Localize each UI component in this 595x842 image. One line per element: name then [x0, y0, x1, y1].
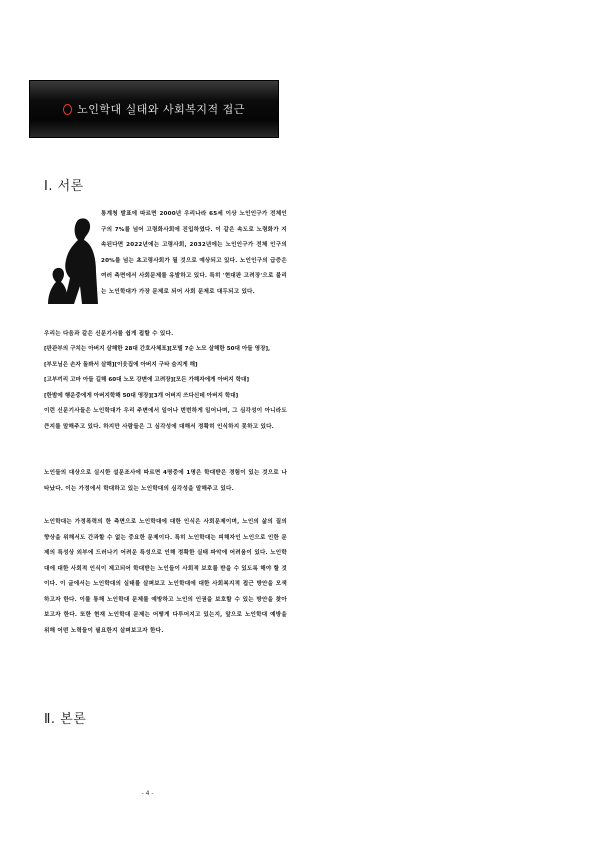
- silhouette-illustration: [44, 212, 100, 308]
- intro-paragraph-2: 이런 신문기사들은 노인학대가 우리 주변에서 일어나 번번하게 일어나며, 그 심각성이 아니라도 큰지를 말해주고 있다. 하지만 사람들은 그 심각성에 대해서 정확히 인식하지 못하고 있다.: [44, 408, 287, 430]
- section-heading-intro: Ⅰ. 서론: [44, 179, 84, 194]
- title-banner: [30, 81, 278, 137]
- circle-bullet-icon: [63, 104, 72, 115]
- intro-paragraph-1: 통계청 발표에 따르면 2000년 우리나라 65세 이상 노인인구가 전체인구의 7%를 넘어 고령화사회에 진입하였다. 이 같은 속도로 노령화가 지속된다면 2022년에는 고령사회, 2032년에는 노인인구가 전체 인구의 20%를 넘는 초고령사회가 될 것으로 예상되고 있다. 노인인구의 급증은 여러 측면에서 사회문제를 유발하고 있다. 특히 '현대판 고려장'으로 불리는 노인학대가 가장 문제로 되어 사회 문제로 대두되고 있다.: [101, 211, 287, 295]
- intro-paragraph-3: 노인들의 대상으로 실시한 설문조사에 따르면 4명중에 1명은 학대받은 경험이 있는 것으로 나타났다. 이는 가정에서 학대하고 있는 노인학대의 심각성을 말해주고 있다.: [44, 470, 287, 492]
- list-item: [판관부의 구치는 아버지 살해한 28대 간호사체포][모텔 7순 노모 살해한 50대 아들 영장],: [44, 346, 271, 352]
- intro-paragraph-news: 우리는 다음과 같은 신문기사를 쉽게 접할 수 있다.: [44, 331, 174, 337]
- page-number: - 4 -: [141, 790, 154, 797]
- section-heading-body: Ⅱ. 본론: [44, 712, 87, 727]
- document-title: 노인학대 실태와 사회복지적 접근: [77, 103, 245, 116]
- news-headline-list: [44, 342, 287, 404]
- list-item: [고부끼리 고마 아들 길해 60대 노모 강변에 고려장][모든 가해자에게 아버지 학대]: [44, 377, 249, 383]
- intro-paragraph-4: 노인학대는 가정폭력의 한 측면으로 노인학대에 대한 인식은 사회문제이며, 노인의 삶의 질의 향상을 위해서도 간과할 수 없는 중요한 문제이다. 특히 노인학대는 피해자인 노인으로 인한 문제의 특성상 외부에 드러나기 어려운 특성으로 인해 정확한 실태 파악에 어려움이 있다. 노인학대에 대한 사회적 인식이 제고되어 학대받는 노인들이 사회적 보호를 받을 수 있도록 해야 할 것이다. 이 글에서는 노인학대의 실태를 살펴보고 노인학대에 대한 사회복지적 접근 방안을 모색하고자 한다. 이를 통해 노인학대 문제를 예방하고 노인의 인권을 보호할 수 있는 방안을 찾아보고자 한다. 또한 현재 노인학대 문제는 어떻게 다루어지고 있는지, 앞으로 노인학대 예방을 위해 어떤 노력들이 필요한지 살펴보고자 한다.: [44, 519, 288, 634]
- list-item: [부모님은 손자 돌봐서 살해][이웃집에 아버지 구타 숨지게 해]: [44, 361, 198, 368]
- list-item: [한밤에 행운중에게 아버지학해 50대 영장][3개 어버지 쓰다신데 아버지 학대]: [44, 392, 239, 399]
